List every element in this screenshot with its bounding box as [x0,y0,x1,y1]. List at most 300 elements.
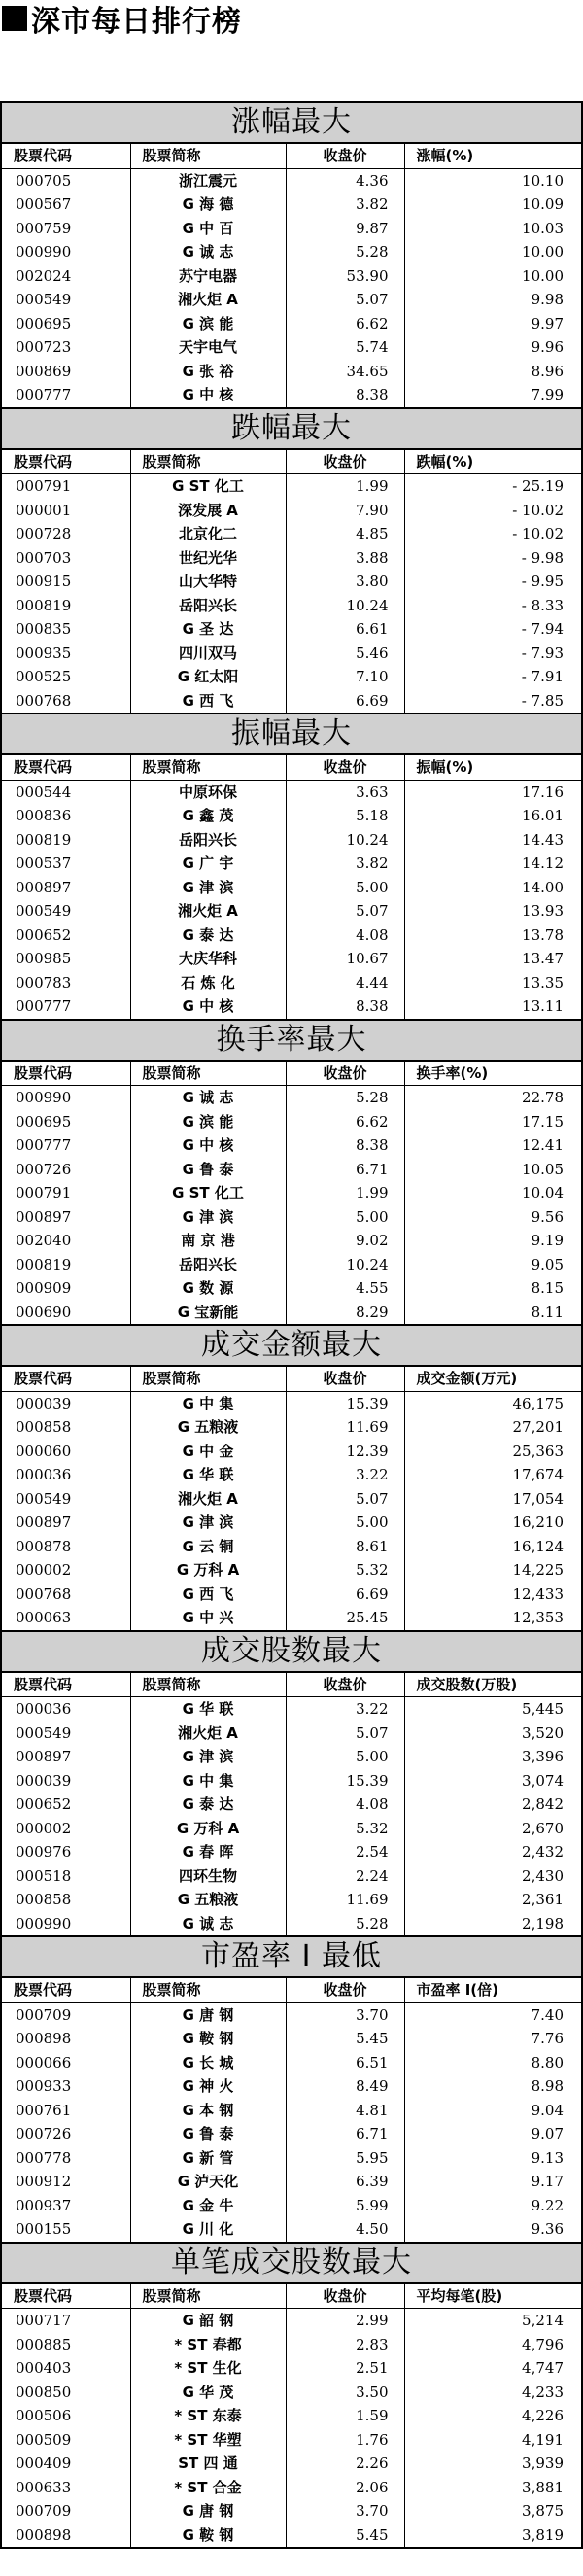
table-row [2,474,581,499]
ranking-value: 17.16 [522,783,564,801]
section-title: 跌幅最大 [2,409,581,450]
close-price: 5.28 [286,1912,404,1936]
ranking-value: 9.56 [531,1207,564,1226]
stock-name: G 鞍 钢 [130,2524,286,2548]
table-row [2,192,581,217]
table-row [2,2002,581,2027]
stock-code: 000549 [2,1722,130,1746]
ranking-section [0,1324,583,1630]
table-row [2,2099,581,2123]
stock-name: * ST 华塑 [130,2428,286,2453]
stock-name: G 滨 能 [130,1110,286,1134]
ranking-value: - 10.02 [512,501,564,519]
stock-code: 000937 [2,2194,130,2218]
close-price: 5.32 [286,1558,404,1583]
ranking-value: 16.01 [522,807,564,825]
stock-name: G 中 集 [130,1769,286,1793]
close-price: 4.85 [286,522,404,546]
stock-code: 000819 [2,828,130,853]
close-price: 6.39 [286,2170,404,2194]
table-row [2,1253,581,1277]
ranking-value: 10.04 [522,1184,564,1202]
ranking-value: 9.04 [531,2101,564,2119]
ranking-value: 10.00 [522,243,564,261]
close-price: 3.22 [286,1463,404,1487]
column-header: 股票代码 [2,1367,130,1391]
table-row [2,1697,581,1722]
close-price: 4.55 [286,1276,404,1301]
ranking-value: - 7.91 [521,668,564,686]
table-row [2,1391,581,1415]
stock-name: G 五粮液 [130,1415,286,1440]
column-header: 收盘价 [286,1673,404,1697]
stock-name: * ST 东泰 [130,2404,286,2428]
close-price: 5.00 [286,1745,404,1769]
close-price: 10.24 [286,828,404,853]
stock-code: 000819 [2,1253,130,1277]
close-price: 53.90 [286,264,404,289]
stock-code: 000723 [2,335,130,360]
table-row [2,1205,581,1230]
ranking-value: 9.13 [531,2148,564,2167]
table-row [2,594,581,618]
stock-code: 000506 [2,2404,130,2428]
close-price: 15.39 [286,1769,404,1793]
stock-name: 深发展 A [130,499,286,523]
stock-code: 000777 [2,383,130,407]
stock-name: G 诚 志 [130,1086,286,1110]
page-title-text: 深市每日排行榜 [31,5,242,39]
header-row [2,450,581,474]
ranking-value: 10.10 [522,171,564,190]
column-header: 股票简称 [130,1062,286,1086]
column-header: 股票代码 [2,450,130,474]
table-row [2,2476,581,2500]
ranking-value: - 9.98 [521,548,564,567]
section-title: 成交股数最大 [2,1632,581,1673]
table-row [2,383,581,407]
ranking-section [0,101,583,407]
stock-code: 000783 [2,971,130,995]
close-price: 4.81 [286,2099,404,2123]
close-price: 5.28 [286,240,404,264]
stock-name: G 华 联 [130,1463,286,1487]
ranking-value: 25,363 [512,1442,564,1460]
close-price: 6.51 [286,2051,404,2075]
table-row [2,570,581,594]
ranking-value: 13.93 [522,902,564,921]
stock-name: 大庆华科 [130,947,286,971]
close-price: 2.51 [286,2356,404,2381]
table-row [2,1769,581,1793]
table-row [2,1606,581,1630]
table-row [2,828,581,853]
stock-name: * ST 春都 [130,2333,286,2357]
header-row [2,2284,581,2309]
stock-code: 000878 [2,1535,130,1559]
close-price: 5.45 [286,2524,404,2548]
stock-code: 000039 [2,1769,130,1793]
stock-code: 000039 [2,1391,130,1415]
stock-code: 000705 [2,168,130,192]
table-row [2,522,581,546]
ranking-value: 17,674 [512,1466,564,1484]
table-row [2,1511,581,1535]
stock-code: 000001 [2,499,130,523]
table-row [2,923,581,948]
section-title: 涨幅最大 [2,103,581,144]
stock-name: G 中 核 [130,994,286,1019]
ranking-value: 3,939 [522,2454,564,2473]
table-row [2,335,581,360]
table-row [2,971,581,995]
close-price: 10.24 [286,1253,404,1277]
table-row [2,665,581,689]
page-title [2,2,242,39]
table-row [2,899,581,923]
table-row [2,2381,581,2405]
table-row [2,2428,581,2453]
ranking-value: 2,842 [522,1795,564,1814]
stock-code: 000898 [2,2524,130,2548]
close-price: 8.61 [286,1535,404,1559]
close-price: 5.00 [286,876,404,900]
column-header: 股票简称 [130,1673,286,1697]
close-price: 8.29 [286,1301,404,1325]
column-header: 成交股数(万股) [416,1675,518,1693]
stock-code: 000703 [2,546,130,571]
ranking-value: 8.11 [531,1303,564,1321]
section-title: 市盈率 I 最低 [2,1937,581,1978]
column-header: 股票代码 [2,1978,130,2002]
stock-name: G 中 金 [130,1440,286,1464]
table-row [2,2404,581,2428]
ranking-table [2,755,581,1019]
stock-name: G 广 宇 [130,852,286,876]
close-price: 2.24 [286,1864,404,1889]
table-row [2,1415,581,1440]
stock-name: G 滨 能 [130,312,286,336]
ranking-value: 10.03 [522,219,564,237]
ranking-value: - 7.85 [521,691,564,710]
close-price: 1.76 [286,2428,404,2453]
ranking-table [2,1062,581,1325]
close-price: 5.07 [286,899,404,923]
close-price: 2.06 [286,2476,404,2500]
table-row [2,1133,581,1158]
table-row [2,1888,581,1912]
header-row [2,1978,581,2002]
close-price: 3.88 [286,546,404,571]
column-header: 跌幅(%) [416,452,474,470]
table-row [2,689,581,714]
ranking-value: 2,198 [522,1914,564,1932]
stock-name: G 唐 钢 [130,2499,286,2524]
close-price: 5.74 [286,335,404,360]
stock-code: 000066 [2,2051,130,2075]
table-row [2,2309,581,2333]
ranking-value: 10.09 [522,195,564,214]
close-price: 7.10 [286,665,404,689]
close-price: 1.99 [286,474,404,499]
ranking-value: 12,433 [512,1584,564,1603]
stock-name: 岳阳兴长 [130,594,286,618]
stock-code: 000897 [2,1511,130,1535]
close-price: 3.80 [286,570,404,594]
table-row [2,264,581,289]
stock-name: G 泰 达 [130,923,286,948]
close-price: 10.67 [286,947,404,971]
close-price: 3.70 [286,2002,404,2027]
close-price: 3.70 [286,2499,404,2524]
stock-code: 000898 [2,2027,130,2051]
close-price: 3.22 [286,1697,404,1722]
stock-code: 000063 [2,1606,130,1630]
close-price: 4.36 [286,168,404,192]
stock-code: 000726 [2,2122,130,2146]
ranking-value: 9.17 [531,2173,564,2191]
table-row [2,2356,581,2381]
section-title: 单笔成交股数最大 [2,2244,581,2284]
stock-code: 000060 [2,1440,130,1464]
stock-name: G 云 铜 [130,1535,286,1559]
close-price: 6.71 [286,2122,404,2146]
stock-code: 000777 [2,1133,130,1158]
stock-code: 000791 [2,1181,130,1205]
close-price: 4.50 [286,2217,404,2242]
ranking-value: 3,396 [522,1748,564,1766]
stock-name: G 中 百 [130,217,286,241]
ranking-section [0,1630,583,1936]
ranking-value: 8.98 [531,2077,564,2096]
stock-code: 000990 [2,1912,130,1936]
ranking-section [0,1019,583,1325]
section-title: 振幅最大 [2,714,581,755]
close-price: 12.39 [286,1440,404,1464]
table-row [2,1276,581,1301]
stock-code: 000778 [2,2146,130,2171]
column-header: 股票简称 [130,2284,286,2309]
stock-code: 000836 [2,804,130,828]
table-row [2,947,581,971]
section-title: 换手率最大 [2,1021,581,1062]
table-row [2,1745,581,1769]
stock-code: 000709 [2,2499,130,2524]
table-row [2,994,581,1019]
close-price: 5.95 [286,2146,404,2171]
close-price: 5.00 [286,1511,404,1535]
ranking-value: 3,875 [522,2502,564,2521]
ranking-value: 13.11 [522,997,564,1016]
stock-name: G 万科 A [130,1558,286,1583]
close-price: 3.50 [286,2381,404,2405]
ranking-value: 5,445 [522,1700,564,1719]
ranking-section [0,2242,583,2550]
stock-code: 000985 [2,947,130,971]
table-row [2,2194,581,2218]
stock-name: 四川双马 [130,642,286,666]
ranking-value: 2,361 [522,1891,564,1909]
column-header: 股票简称 [130,1367,286,1391]
stock-name: G 泸天化 [130,2170,286,2194]
close-price: 4.08 [286,923,404,948]
stock-name: G 津 滨 [130,876,286,900]
stock-code: 000549 [2,1487,130,1512]
column-header: 收盘价 [286,1978,404,2002]
stock-code: 000759 [2,217,130,241]
close-price: 5.18 [286,804,404,828]
column-header: 涨幅(%) [416,147,474,165]
close-price: 1.99 [286,1181,404,1205]
stock-code: 002040 [2,1229,130,1253]
ranking-value: 13.47 [522,950,564,968]
header-row [2,1062,581,1086]
table-row [2,546,581,571]
stock-code: 000897 [2,1205,130,1230]
title-square-icon [2,6,27,31]
stock-name: G 中 集 [130,1391,286,1415]
stock-code: 000976 [2,1840,130,1864]
stock-name: G 五粮液 [130,1888,286,1912]
table-row [2,1158,581,1182]
table-row [2,876,581,900]
stock-code: 000544 [2,780,130,804]
stock-name: G 新 管 [130,2146,286,2171]
header-row [2,1367,581,1391]
table-row [2,2027,581,2051]
stock-name: 苏宁电器 [130,264,286,289]
ranking-value: 13.78 [522,925,564,944]
table-row [2,1817,581,1841]
stock-name: G 数 源 [130,1276,286,1301]
stock-name: G 川 化 [130,2217,286,2242]
table-row [2,852,581,876]
header-row [2,755,581,780]
stock-name: G 宝新能 [130,1301,286,1325]
stock-code: 000717 [2,2309,130,2333]
ranking-value: - 8.33 [521,596,564,614]
stock-code: 000897 [2,876,130,900]
table-row [2,1086,581,1110]
stock-name: G 金 牛 [130,2194,286,2218]
close-price: 5.28 [286,1086,404,1110]
ranking-value: 7.99 [531,386,564,404]
ranking-value: 9.97 [531,314,564,332]
table-row [2,1463,581,1487]
table-row [2,288,581,312]
stock-name: G 张 裕 [130,360,286,384]
stock-name: G 津 滨 [130,1511,286,1535]
stock-code: 002024 [2,264,130,289]
stock-name: G 泰 达 [130,1793,286,1817]
header-row [2,144,581,168]
column-header: 收盘价 [286,1062,404,1086]
close-price: 8.38 [286,383,404,407]
stock-code: 000567 [2,192,130,217]
stock-name: * ST 生化 [130,2356,286,2381]
ranking-value: 17.15 [522,1112,564,1131]
close-price: 3.82 [286,852,404,876]
stock-name: G 诚 志 [130,1912,286,1936]
stock-code: 000935 [2,642,130,666]
stock-name: G 海 德 [130,192,286,217]
ranking-value: 27,201 [512,1418,564,1437]
close-price: 5.45 [286,2027,404,2051]
stock-name: 湘火炬 A [130,288,286,312]
ranking-value: 9.19 [531,1232,564,1250]
close-price: 34.65 [286,360,404,384]
ranking-value: 9.96 [531,338,564,357]
column-header: 股票代码 [2,2284,130,2309]
column-header: 收盘价 [286,144,404,168]
column-header: 股票简称 [130,144,286,168]
stock-name: G 中 核 [130,383,286,407]
column-header: 收盘价 [286,450,404,474]
ranking-section [0,1935,583,2242]
stock-code: 000036 [2,1697,130,1722]
column-header: 收盘价 [286,1367,404,1391]
stock-code: 000403 [2,2356,130,2381]
ranking-value: - 7.94 [521,620,564,639]
table-row [2,1840,581,1864]
ranking-table [2,450,581,714]
table-row [2,617,581,642]
close-price: 2.54 [286,1840,404,1864]
close-price: 5.32 [286,1817,404,1841]
stock-name: G 神 火 [130,2074,286,2099]
stock-name: 南 京 港 [130,1229,286,1253]
close-price: 6.61 [286,617,404,642]
ranking-value: 4,796 [522,2335,564,2353]
stock-code: 000768 [2,1583,130,1607]
column-header: 换手率(%) [416,1063,489,1082]
stock-name: G 红太阳 [130,665,286,689]
ranking-value: 9.05 [531,1255,564,1273]
ranking-value: 9.07 [531,2125,564,2143]
column-header: 收盘价 [286,755,404,780]
close-price: 2.26 [286,2452,404,2476]
ranking-value: - 9.95 [521,573,564,591]
stock-name: G 韶 钢 [130,2309,286,2333]
stock-name: 湘火炬 A [130,1722,286,1746]
close-price: 4.44 [286,971,404,995]
table-row [2,2051,581,2075]
table-row [2,780,581,804]
stock-name: G 唐 钢 [130,2002,286,2027]
column-header: 平均每笔(股) [416,2286,503,2305]
stock-code: 000909 [2,1276,130,1301]
ranking-table [2,144,581,407]
close-price: 3.82 [286,192,404,217]
table-row [2,1229,581,1253]
stock-code: 000726 [2,1158,130,1182]
ranking-tables [0,101,583,2549]
ranking-value: 16,124 [512,1537,564,1555]
stock-code: 000819 [2,594,130,618]
table-row [2,1440,581,1464]
close-price: 9.87 [286,217,404,241]
ranking-value: 10.05 [522,1160,564,1178]
stock-code: 000869 [2,360,130,384]
table-row [2,1558,581,1583]
table-row [2,240,581,264]
stock-code: 000537 [2,852,130,876]
stock-code: 000990 [2,240,130,264]
ranking-value: 4,747 [522,2359,564,2378]
stock-code: 000002 [2,1558,130,1583]
table-row [2,1864,581,1889]
stock-code: 000990 [2,1086,130,1110]
